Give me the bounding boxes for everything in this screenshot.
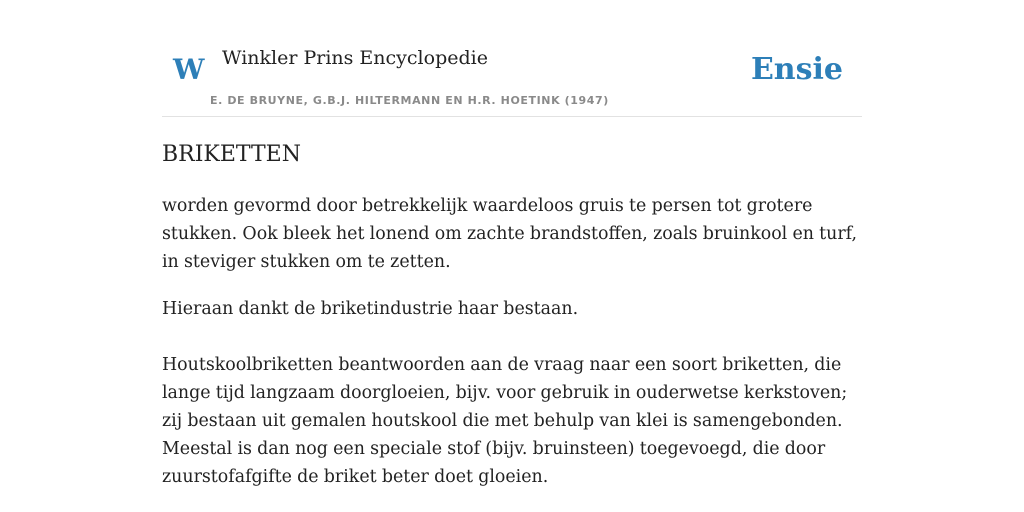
publication-title[interactable]: Winkler Prins Encyclopedie <box>222 47 488 69</box>
header <box>162 0 862 117</box>
article <box>162 138 862 491</box>
article-paragraph: Houtskoolbriketten beantwoorden aan de vraag naar een soort briketten, die lange tijd langzaam doorgloeien, bijv. voor gebruik in ouderwetse kerkstoven; zij bestaan uit gemalen houtskool die met behulp van klei is samengebonden. Meestal is dan nog een speciale stof (bijv. bruinsteen) toegevoegd, die door zuurstofafgifte de briket beter doet gloeien. <box>162 355 848 487</box>
article-paragraph: Hieraan dankt de briketindustrie haar bestaan. <box>162 299 579 319</box>
winkler-prins-logo-icon[interactable]: W <box>173 53 205 86</box>
publication-authors: E. DE BRUYNE, G.B.J. HILTERMANN EN H.R. HOETINK (1947) <box>210 94 609 107</box>
article-title: BRIKETTEN <box>162 142 301 167</box>
article-paragraph: worden gevormd door betrekkelijk waardeloos gruis te persen tot grotere stukken. Ook bleek het lonend om zachte brandstoffen, zoals bruinkool en turf, in steviger stukken om te zetten. <box>162 196 858 272</box>
ensie-logo[interactable]: Ensie <box>750 52 843 87</box>
